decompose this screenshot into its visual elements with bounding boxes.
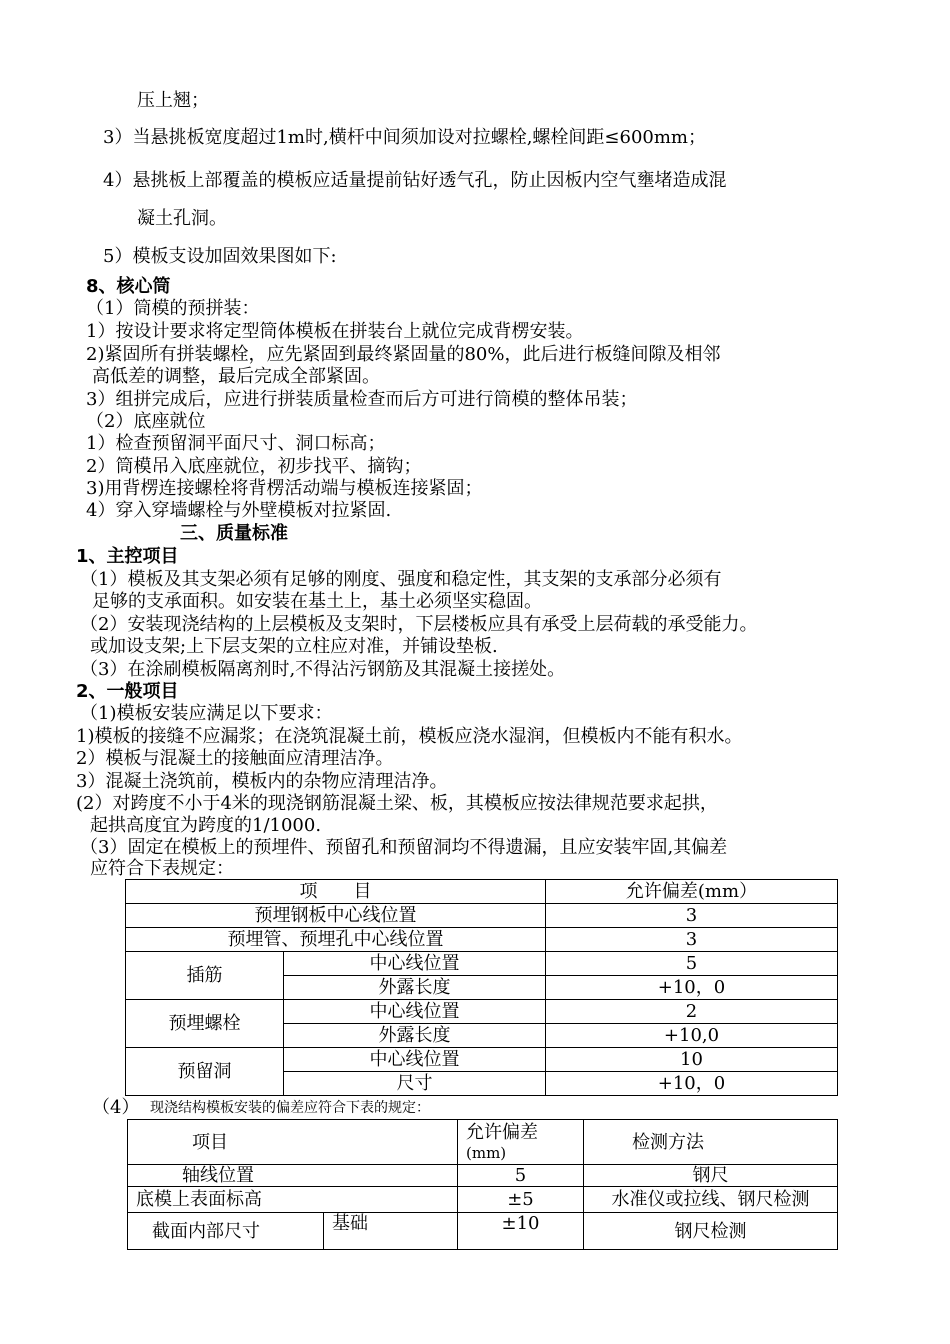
table-cell: 钢尺 [584,1165,838,1187]
table-cell: 5 [458,1165,584,1187]
table-cell: 10 [546,1048,838,1072]
line-10: 3）组拼完成后，应进行拼装质量检查而后方可进行筒模的整体吊装； [86,389,638,410]
table-cell: 外露长度 [284,976,546,1000]
table-cell: 预埋钢板中心线位置 [126,904,546,928]
table-header-item: 项目 [128,1120,458,1165]
line-30: （3）固定在模板上的预埋件、预留孔和预留洞均不得遗漏，且应安装牢固,其偏差 [80,837,728,858]
table-cell: 水准仪或拉线、钢尺检测 [584,1187,838,1213]
line-12: 1）检查预留洞平面尺寸、洞口标高； [86,433,386,454]
table-cell: 5 [546,952,838,976]
line-9: 高低差的调整，最后完成全部紧固。 [92,366,380,387]
line-29: 起拱高度宜为跨度的1/1000. [90,815,322,836]
subsection-heading-1: 1、主控项目 [76,546,179,567]
table-cell: 预留洞 [126,1048,284,1096]
line-7: 1）按设计要求将定型筒体模板在拼装台上就位完成背楞安装。 [86,321,584,342]
table-cell: 预埋管、预埋孔中心线位置 [126,928,546,952]
table-cell: 3 [546,904,838,928]
table-cell: ±5 [458,1187,584,1213]
header-tolerance-line-2: (mm) [466,1143,507,1162]
table-row [126,928,838,952]
table-row [128,1120,838,1165]
table-cell: 外露长度 [284,1024,546,1048]
line-1: 3）当悬挑板宽度超过1m时,横杆中间须加设对拉螺栓,螺栓间距≤600mm； [103,127,706,148]
table-row [126,880,838,904]
line-18: （1）模板及其支架必须有足够的刚度、强度和稳定性，其支架的支承部分必须有 [80,569,722,590]
table-cell: 尺寸 [284,1072,546,1096]
table-cell: 插筋 [126,952,284,1000]
table-cell: +10，0 [546,976,838,1000]
cast-in-place-formwork-tolerance-table [127,1119,838,1250]
line-21: 或加设支架;上下层支架的立柱应对准，并铺设垫板. [90,636,498,657]
line-28: (2）对跨度不小于4米的现浇钢筋混凝土梁、板，其模板应按法律规范要求起拱， [76,793,718,814]
table-cell: +10，0 [546,1072,838,1096]
line-14: 3)用背楞连接螺栓将背楞活动端与模板连接紧固； [86,478,483,499]
note-4-number: （4） [92,1097,140,1118]
table-cell: 钢尺检测 [584,1213,838,1250]
header-tolerance-line-1: 允许偏差 [466,1121,538,1143]
table-cell: 预埋螺栓 [126,1000,284,1048]
section-heading: 8、核心筒 [86,276,171,297]
table-header-method: 检测方法 [584,1120,838,1165]
line-20: （2）安装现浇结构的上层模板及支架时，下层楼板应具有承受上层荷载的承受能力。 [80,614,758,635]
embedded-parts-tolerance-table [125,879,838,1096]
table-cell: 中心线位置 [284,1000,546,1024]
note-4-text: 现浇结构模板安装的偏差应符合下表的规定： [150,1100,430,1116]
table-cell: 基础 [324,1213,458,1250]
table-row [128,1165,838,1187]
table-cell: 底模上表面标高 [128,1187,458,1213]
table-row [126,1000,838,1024]
line-3: 凝土孔洞。 [137,208,227,229]
line-6: （1）筒模的预拼装： [86,298,260,319]
table-header-tolerance [458,1120,584,1165]
line-31: 应符合下表规定： [90,858,234,879]
table-row [126,1048,838,1072]
table-row [128,1187,838,1213]
table-cell: 轴线位置 [128,1165,458,1187]
line-8: 2)紧固所有拼装螺栓，应先紧固到最终紧固量的80%，此后进行板缝间隙及相邻 [86,344,721,365]
line-0: 压上翘； [137,90,209,111]
table-cell: 中心线位置 [284,952,546,976]
table-cell: 截面内部尺寸 [128,1213,324,1250]
table-cell: ±10 [458,1213,584,1250]
line-26: 2）模板与混凝土的接触面应清理洁净。 [76,748,394,769]
line-27: 3）混凝土浇筑前，模板内的杂物应清理洁净。 [76,771,448,792]
line-15: 4）穿入穿墙螺栓与外壁模板对拉紧固. [86,500,392,521]
line-24: （1)模板安装应满足以下要求： [80,703,333,724]
line-19: 足够的支承面积。如安装在基土上，基土必须坚实稳固。 [92,591,542,612]
table-header-item: 项 目 [126,880,546,904]
table-cell: 中心线位置 [284,1048,546,1072]
table-header-tolerance: 允许偏差(mm） [546,880,838,904]
table-row [126,952,838,976]
table-cell: +10,0 [546,1024,838,1048]
table-cell: 2 [546,1000,838,1024]
table-row [126,904,838,928]
line-2: 4）悬挑板上部覆盖的模板应适量提前钻好透气孔，防止因板内空气壅堵造成混 [103,170,727,191]
line-25: 1)模板的接缝不应漏浆；在浇筑混凝土前，模板应浇水湿润，但模板内不能有积水。 [76,726,743,747]
line-13: 2）筒模吊入底座就位，初步找平、摘钩； [86,456,422,477]
subsection-heading-2: 2、一般项目 [76,681,179,702]
line-22: （3）在涂刷模板隔离剂时,不得沾污钢筋及其混凝土接搓处。 [80,659,566,680]
table-cell: 3 [546,928,838,952]
line-4: 5）模板支设加固效果图如下: [103,246,337,267]
chapter-heading: 三、质量标准 [180,523,288,544]
table-row [128,1213,838,1250]
line-11: （2）底座就位 [86,411,206,432]
